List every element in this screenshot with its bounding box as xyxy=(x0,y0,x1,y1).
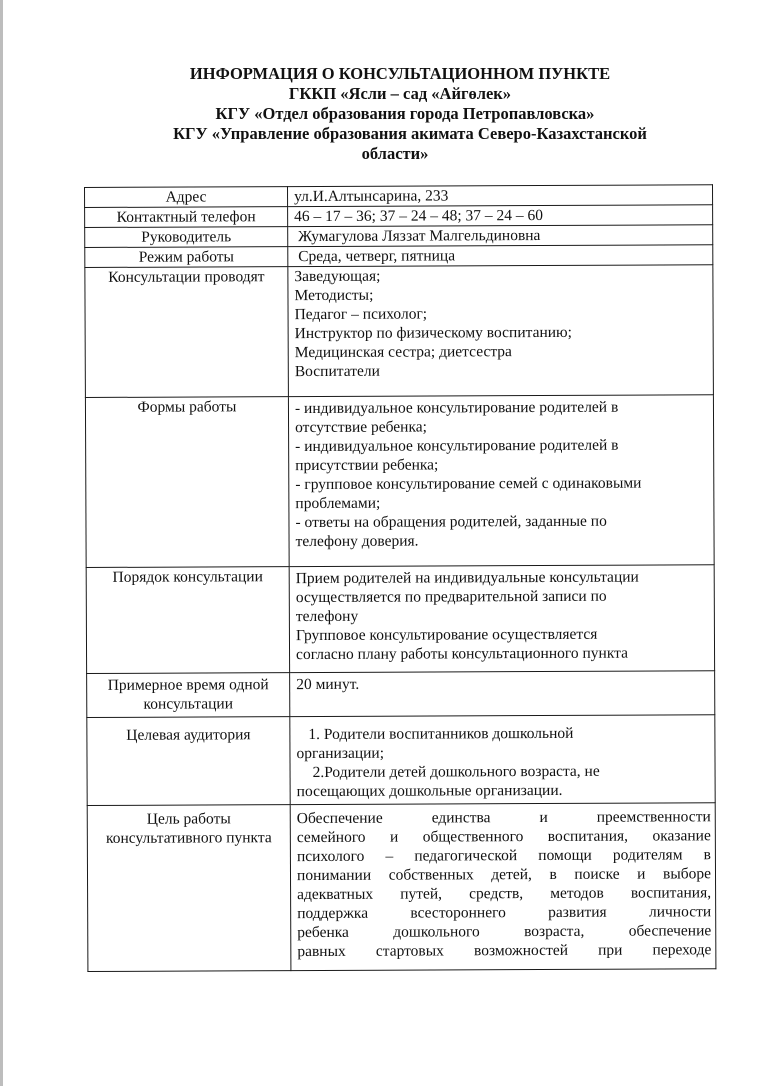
text-line: Прием родителей на индивидуальные консультации xyxy=(295,568,639,588)
table-row-head xyxy=(85,225,713,248)
row-label: Руководитель xyxy=(85,227,288,248)
document-title xyxy=(60,64,760,164)
text-line: психолого – педагогической помощи родителям в xyxy=(296,846,711,866)
title-line-3: КГУ «Отдел образования города Петропавловска» xyxy=(215,104,595,123)
text-line: организации; xyxy=(296,744,385,763)
schedule-value: Среда, четверг, пятница xyxy=(298,247,456,266)
list-item: Инструктор по физическому воспитанию; xyxy=(294,323,572,343)
row-value: 46 – 17 – 36; 37 – 24 – 48; 37 – 24 – 60 xyxy=(288,205,713,227)
text-line: телефону xyxy=(295,607,359,626)
text-line: - ответы на обращения родителей, заданные по xyxy=(295,512,607,532)
table-row-phone xyxy=(85,205,713,228)
table-row-audience xyxy=(87,715,715,806)
row-label: Консультации проводят xyxy=(85,267,289,398)
head-name: Жумагулова Ляззат Малгельдиновна xyxy=(298,227,541,246)
row-label: Контактный телефон xyxy=(85,207,288,228)
text-line: понимании собственных детей, в поиске и выборе xyxy=(296,865,712,885)
row-value: ул.И.Алтынсарина, 233 xyxy=(288,185,713,207)
text-line: проблемами; xyxy=(295,494,381,513)
title-line-2: ГККП «Ясли – сад «Айгөлек» xyxy=(288,84,512,103)
title-line-1: ИНФОРМАЦИЯ О КОНСУЛЬТАЦИОННОМ ПУНКТЕ xyxy=(189,64,611,83)
row-label: Порядок консультации xyxy=(86,567,289,674)
text-line: семейного и общественного воспитания, оказание xyxy=(296,827,711,847)
text-line: отсутствие ребенка; xyxy=(295,418,427,437)
row-label xyxy=(87,805,291,972)
row-label: Формы работы xyxy=(85,397,289,568)
row-value xyxy=(289,565,714,673)
label-line: Примерное время одной xyxy=(107,676,269,694)
row-value xyxy=(288,265,714,397)
table-row-consultants xyxy=(85,265,714,398)
label-line: Цель работы xyxy=(146,810,231,828)
text-line: Обеспечение единства и преемственности xyxy=(296,808,711,828)
list-item: Педагог – психолог; xyxy=(294,305,428,324)
text-line: 2.Родители детей дошкольного возраста, не xyxy=(312,762,600,782)
text-line: - индивидуальное консультирование родителей в xyxy=(294,398,619,418)
table-row-forms xyxy=(85,395,714,568)
label-line: консультативного пункта xyxy=(105,829,272,847)
table-row-schedule xyxy=(85,245,713,268)
text-line: равных стартовых возможностей при переходе xyxy=(297,941,712,961)
text-line: посещающих дошкольные организации. xyxy=(296,781,563,801)
text-line: поддержка всестороннего развития личности xyxy=(297,903,712,923)
text-line: согласно плану работы консультационного пункта xyxy=(296,644,629,664)
text-line: присутствии ребенка; xyxy=(295,456,439,475)
row-label: Режим работы xyxy=(85,247,288,268)
table-row-order xyxy=(86,565,714,674)
title-line-5: области» xyxy=(361,144,429,163)
list-item: Заведующая; xyxy=(294,267,381,286)
text-line: ребенка дошкольного возраста, обеспечение xyxy=(297,922,712,942)
row-value xyxy=(288,245,713,267)
info-table xyxy=(84,184,716,972)
table-row-goal xyxy=(87,803,716,972)
label-line: консультации xyxy=(143,695,234,713)
text-line: телефону доверия. xyxy=(295,532,419,551)
list-item: Медицинская сестра; диетсестра xyxy=(294,343,512,362)
row-label: Целевая аудитория xyxy=(87,717,290,806)
text-line: Групповое консультирование осуществляется xyxy=(295,625,598,645)
row-value xyxy=(290,715,715,805)
row-label xyxy=(87,673,290,718)
row-value: 20 минут. xyxy=(290,671,715,717)
row-value xyxy=(288,225,713,247)
row-label: Адрес xyxy=(85,187,288,208)
row-value xyxy=(290,803,716,971)
text-line: - групповое консультирование семей с одинаковыми xyxy=(295,474,642,494)
table-row-duration xyxy=(87,671,715,718)
table-row-address xyxy=(85,185,713,208)
row-value xyxy=(288,395,714,567)
text-line: - индивидуальное консультирование родителей в xyxy=(295,436,619,456)
text-line: осуществляется по предварительной записи по xyxy=(295,587,607,607)
text-line: адекватных путей, средств, методов воспитания, xyxy=(297,884,712,904)
list-item: Воспитатели xyxy=(294,362,380,381)
list-item: Методисты; xyxy=(294,286,374,305)
text-line: 1. Родители воспитанников дошкольной xyxy=(308,724,574,744)
title-line-4: КГУ «Управление образования акимата Северо-Казахстанской xyxy=(173,124,647,143)
